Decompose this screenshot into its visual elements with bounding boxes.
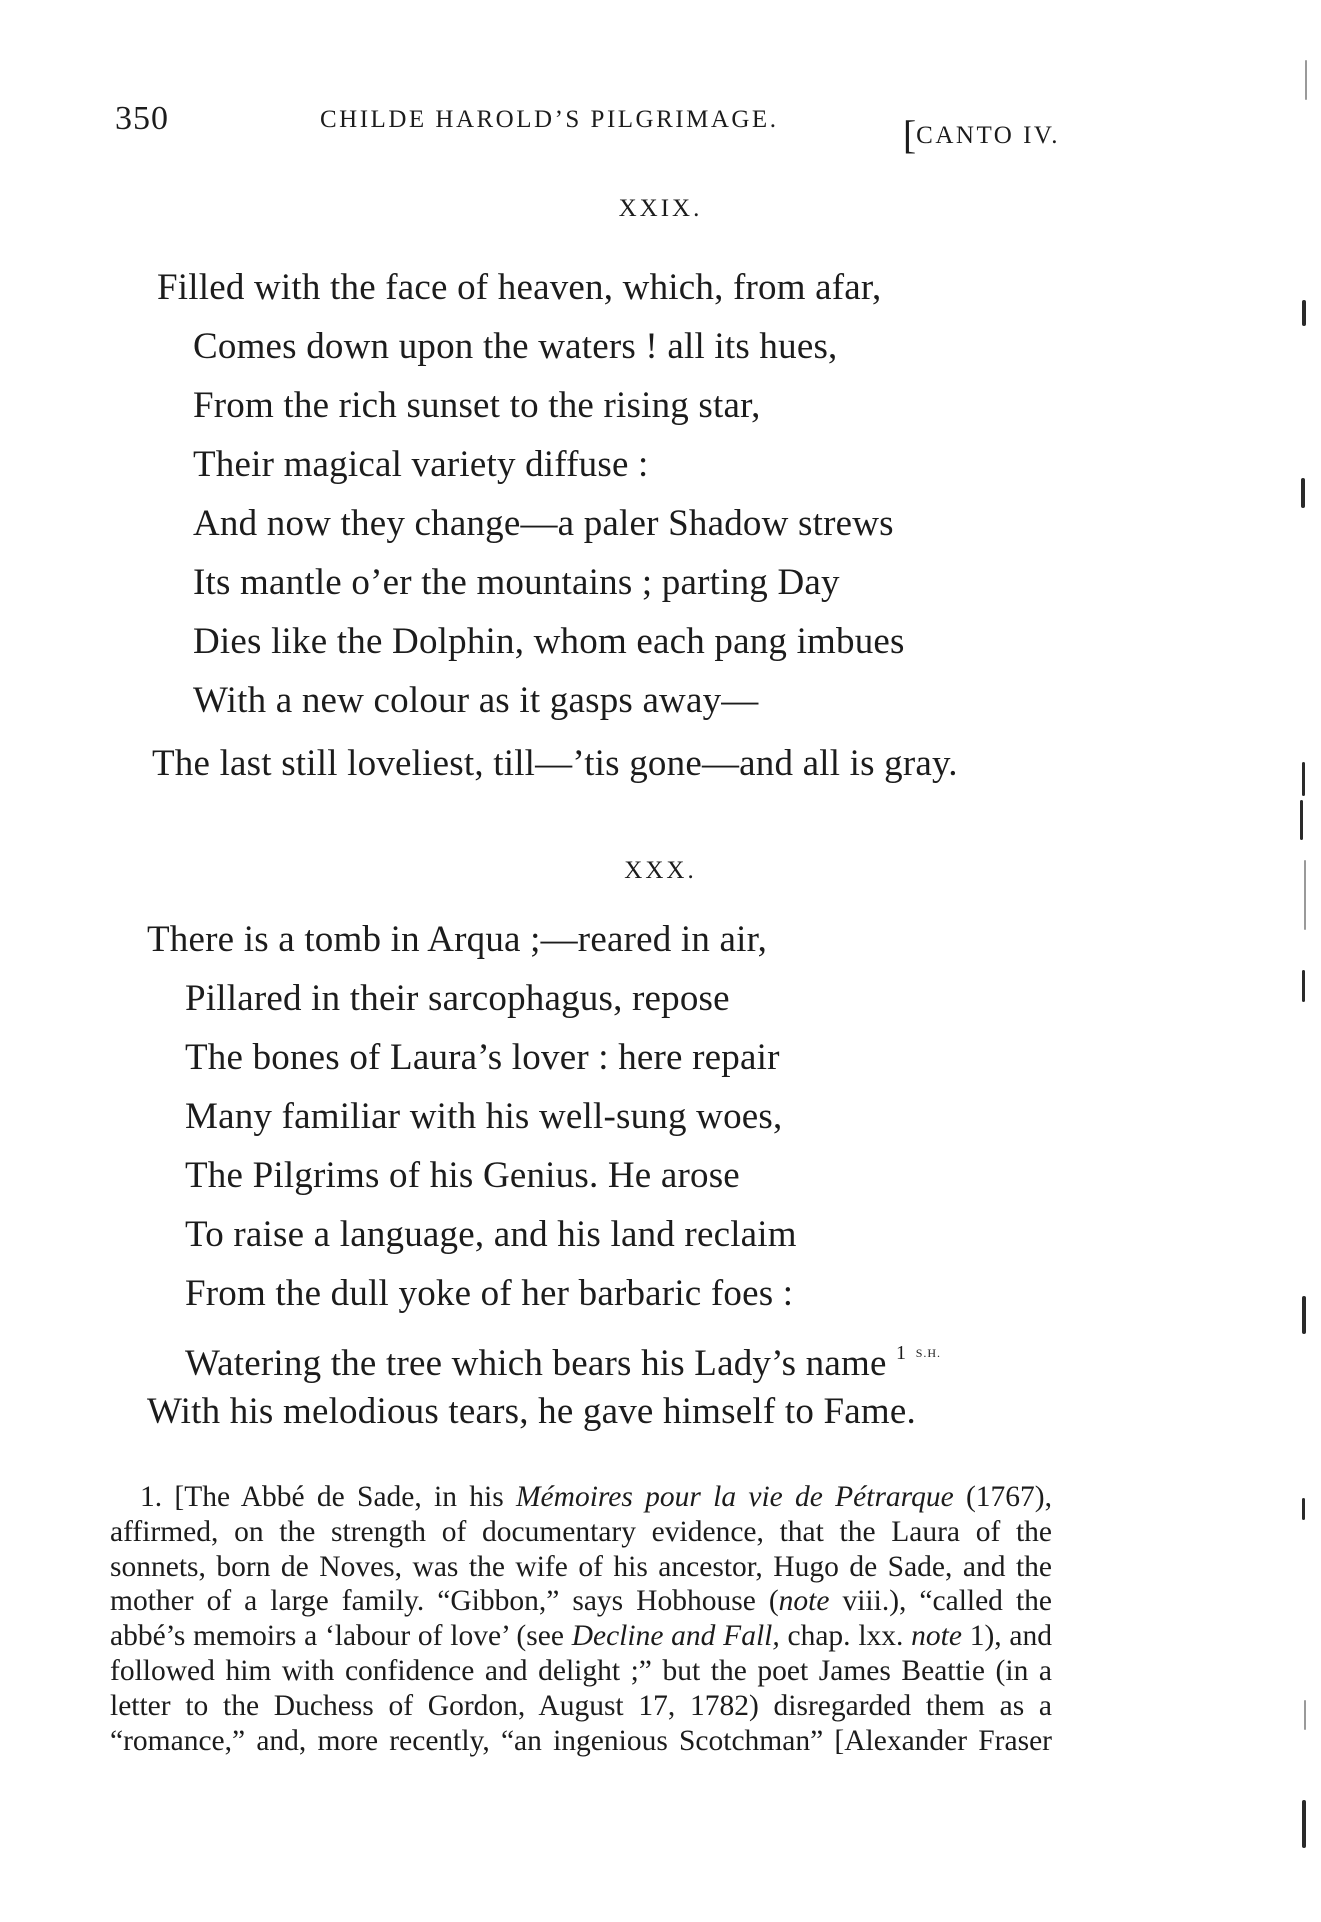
verse-line: With a new colour as it gasps away— — [193, 680, 759, 721]
verse-line: Dies like the Dolphin, whom each pang imbues — [193, 621, 905, 662]
verse-line: To raise a language, and his land reclaim — [185, 1214, 797, 1255]
verse-line: Their magical variety diffuse : — [193, 444, 649, 485]
verse-line-text: Watering the tree which bears his Lady’s name — [185, 1343, 887, 1384]
verse-line — [185, 1333, 941, 1384]
verse-line: The bones of Laura’s lover : here repair — [185, 1037, 780, 1078]
verse-line: There is a tomb in Arqua ;—reared in air, — [147, 919, 768, 960]
verse-line: Its mantle o’er the mountains ; parting Day — [193, 562, 840, 603]
stanza-number-xxix: XXIX. — [618, 195, 703, 222]
running-title: CHILDE HAROLD’S PILGRIMAGE. — [320, 106, 779, 133]
verse-line: From the dull yoke of her barbaric foes : — [185, 1273, 794, 1314]
verse-line: Comes down upon the waters ! all its hues, — [193, 326, 838, 367]
verse-line: Many familiar with his well-sung woes, — [185, 1096, 783, 1137]
footnote-reference: 1 — [896, 1342, 907, 1364]
verse-line: And now they change—a paler Shadow strews — [193, 503, 894, 544]
canto-label — [902, 106, 1060, 157]
running-head — [115, 100, 1060, 157]
verse-line: With his melodious tears, he gave himself to Fame. — [147, 1391, 916, 1432]
verse-line: From the rich sunset to the rising star, — [193, 385, 761, 426]
stanza-number-xxx: XXX. — [624, 857, 697, 884]
canto-text: CANTO IV. — [916, 122, 1060, 149]
verse-line: Filled with the face of heaven, which, from afar, — [157, 267, 882, 308]
canto-bracket: [ — [902, 112, 917, 157]
editor-initials: S.H. — [915, 1346, 942, 1360]
book-title: Decline and Fall, — [571, 1620, 780, 1653]
verse-line: The last still loveliest, till—’tis gone—and all is gray. — [152, 743, 958, 784]
footnote: 1. [The Abbé de Sade, in his Mémoires pour la vie de Pétrarque (1767), affirmed, on the strength of documentary evidence, that the Laura of the sonnets, born de Noves, was the wife of his ancestor, Hugo de Sade, and the mother of a large family. “Gibbon,” says Hobhouse (note viii.), “called the abbé’s memoirs a ‘labour of love’ (see Decline and Fall, chap. lxx. note 1), and followed him with confidence and delight ;” but the poet James Beattie (in a letter to the Duchess of Gordon, August 17, 1782) disregarded them as a “romance,” and, more recently, “an ingenious Scotchman” [Alexander Fraser — [110, 1481, 1053, 1757]
book-title: Mémoires pour la vie de Pétrarque — [515, 1481, 954, 1513]
verse-line: Pillared in their sarcophagus, repose — [185, 978, 730, 1019]
page-number: 350 — [115, 100, 169, 137]
verse-line: The Pilgrims of his Genius. He arose — [185, 1155, 740, 1196]
